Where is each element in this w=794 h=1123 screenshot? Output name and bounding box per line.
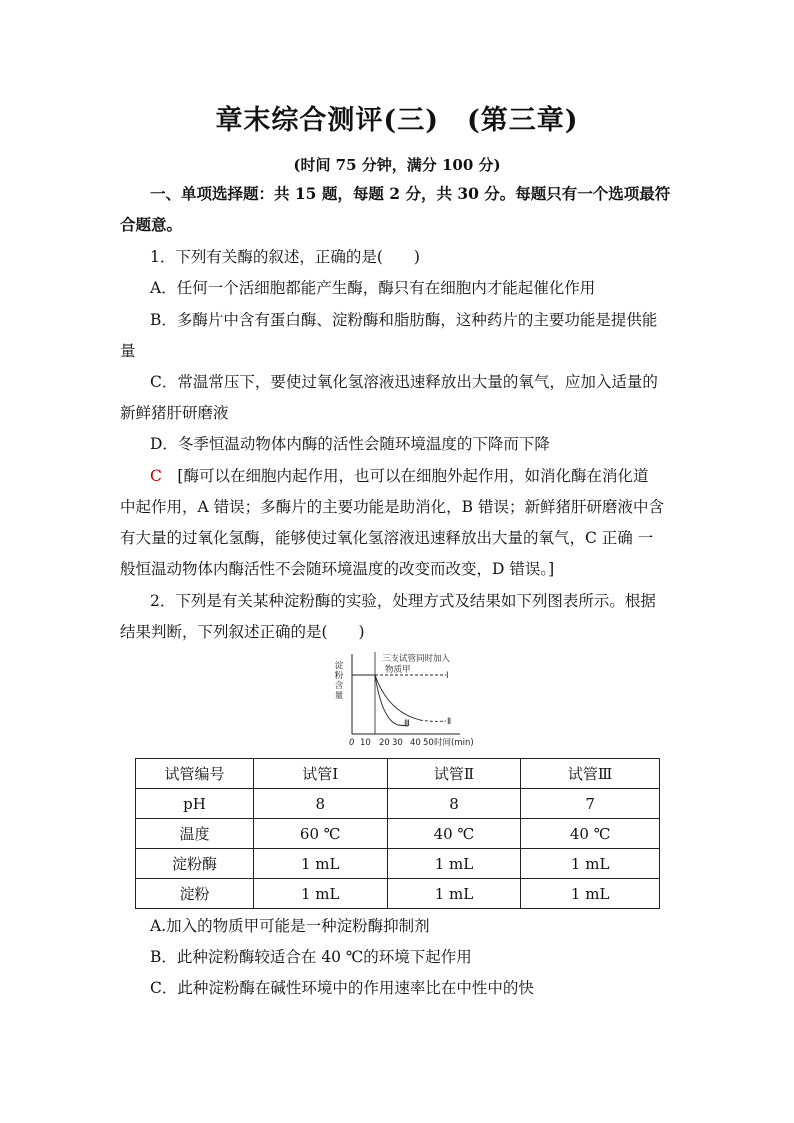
q1-option-b-cont: 量 [120,342,136,360]
starch-content-graph [330,650,490,750]
ylabel-char: 量 [334,691,344,701]
graph-xlabel: 时间(min) [434,738,474,748]
q1-option-d: D．冬季恒温动物体内酶的活性会随环境温度的下降而下降 [150,435,550,453]
q2-option-c: C．此种淀粉酶在碱性环境中的作用速率比在中性中的快 [150,979,534,997]
table-cell: 1 mL [253,879,387,909]
q1-explanation-4: 般恒温动物体内酶活性不会随环境温度的改变而改变，D 错误。] [120,560,555,578]
x-tick-30: 30 [392,738,403,748]
table-row [136,879,660,909]
graph-ylabel [335,660,344,701]
q2-stem: 2．下列是有关某种淀粉酶的实验，处理方式及结果如下列图表所示。根据 [150,592,656,610]
table-cell: 8 [387,789,521,819]
ylabel-char: 含 [334,681,344,691]
page-title: 章末综合测评(三) (第三章) [215,105,579,136]
q1-answer: C [150,467,162,485]
table-cell: 温度 [136,819,254,849]
x-tick-10: 10 [360,738,371,748]
table-cell: 8 [253,789,387,819]
experiment-table [135,758,660,909]
table-header-cell: 试管Ⅲ [521,759,660,789]
table-cell: 40 ℃ [521,819,660,849]
table-row [136,849,660,879]
table-cell: 7 [521,789,660,819]
curve-label-i: Ⅰ [446,671,449,681]
graph-annotation-2: 物质甲 [385,665,411,675]
q1-explanation-2: 中起作用，A 错误；多酶片的主要功能是助消化，B 错误；新鲜猪肝研磨液中含 [120,498,664,516]
section-heading-cont: 合题意。 [120,215,183,234]
table-cell: 1 mL [387,849,521,879]
curve-label-ii: Ⅱ [447,717,452,727]
table-cell: 1 mL [521,879,660,909]
x-tick-50: 50 [423,738,434,748]
q1-option-a: A．任何一个活细胞都能产生酶，酶只有在细胞内才能起催化作用 [150,279,596,297]
table-row [136,819,660,849]
table-header-cell: 试管编号 [136,759,254,789]
x-tick-20: 20 [379,738,390,748]
x-tick-40: 40 [410,738,421,748]
ylabel-char: 淀 [334,661,344,671]
q1-option-c-cont: 新鲜猪肝研磨液 [120,404,229,422]
q1-stem: 1．下列有关酶的叙述，正确的是( ) [150,248,420,266]
table-header-row [136,759,660,789]
table-header-cell: 试管Ⅰ [253,759,387,789]
page-subtitle: (时间 75 分钟，满分 100 分) [293,156,501,174]
table-header-cell: 试管Ⅱ [387,759,521,789]
graph-origin: 0 [349,738,355,748]
table-cell: 淀粉酶 [136,849,254,879]
curve-ii-dashed [420,720,446,721]
table-cell: 1 mL [521,849,660,879]
table-cell: 1 mL [387,879,521,909]
q2-stem-cont: 结果判断，下列叙述正确的是( ) [120,623,365,641]
q1-explanation-1 [150,465,680,487]
graph-svg [330,650,490,750]
table-cell: 60 ℃ [253,819,387,849]
q1-explanation-3: 有大量的过氧化氢酶，能够使过氧化氢溶液迅速释放出大量的氧气，C 正确 一 [120,529,654,547]
table-cell: 1 mL [253,849,387,879]
q2-option-b: B．此种淀粉酶较适合在 40 ℃的环境下起作用 [150,948,472,966]
curve-label-iii: Ⅲ [404,719,410,729]
table-cell: pH [136,789,254,819]
ylabel-char: 粉 [334,671,344,681]
table-row [136,789,660,819]
q1-option-c: C．常温常压下，要使过氧化氢溶液迅速释放出大量的氧气，应加入适量的 [150,373,658,391]
graph-annotation-1: 三支试管同时加入 [382,654,451,664]
q1-explanation-text: [酶可以在细胞内起作用，也可以在细胞外起作用，如消化酶在消化道 [177,467,649,485]
table-cell: 40 ℃ [387,819,521,849]
q2-option-a: A.加入的物质甲可能是一种淀粉酶抑制剂 [150,917,430,935]
section-heading: 一、单项选择题：共 15 题，每题 2 分，共 30 分。每题只有一个选项最符 [150,184,671,203]
table-cell: 淀粉 [136,879,254,909]
curve-ii [375,675,420,720]
q1-option-b: B．多酶片中含有蛋白酶、淀粉酶和脂肪酶，这种药片的主要功能是提供能 [150,311,658,329]
